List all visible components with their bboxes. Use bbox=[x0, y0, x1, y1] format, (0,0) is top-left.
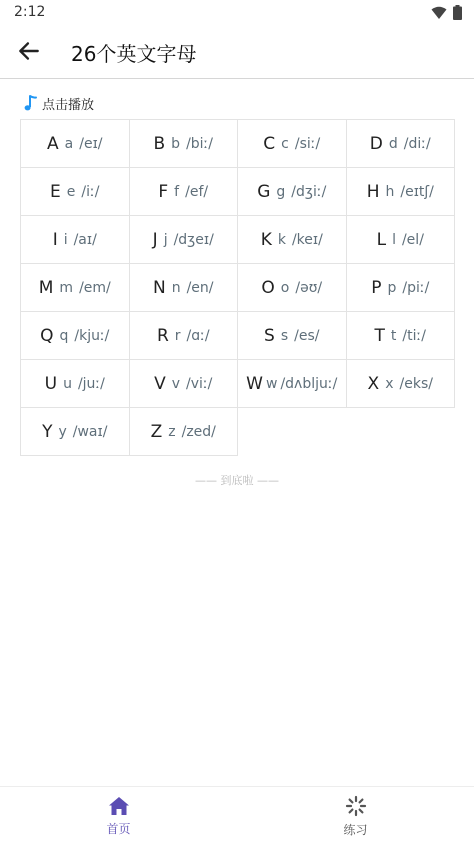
letter-cell-l[interactable] bbox=[346, 215, 456, 264]
letter-lower: p bbox=[387, 279, 397, 296]
play-all-label: 点击播放 bbox=[42, 97, 95, 113]
letter-phonetic: /ɑː/ bbox=[186, 327, 210, 344]
letter-phonetic: /zed/ bbox=[181, 423, 216, 440]
letter-upper: S bbox=[264, 325, 275, 346]
letter-cell-m[interactable] bbox=[20, 263, 130, 312]
letter-lower: q bbox=[59, 327, 69, 344]
letter-cell-v[interactable] bbox=[129, 359, 239, 408]
letter-lower: m bbox=[59, 279, 74, 296]
letter-upper: C bbox=[263, 133, 276, 154]
letter-lower: h bbox=[385, 183, 395, 200]
letter-phonetic: /dʒeɪ/ bbox=[173, 231, 214, 248]
letter-phonetic: /keɪ/ bbox=[291, 231, 323, 248]
letter-phonetic: /en/ bbox=[186, 279, 214, 296]
letter-upper: B bbox=[153, 133, 166, 154]
letter-upper: I bbox=[52, 229, 58, 250]
letter-lower: i bbox=[63, 231, 68, 248]
letter-cell-t[interactable] bbox=[346, 311, 456, 360]
letter-cell-k[interactable] bbox=[237, 215, 347, 264]
letter-cell-x[interactable] bbox=[346, 359, 456, 408]
letter-upper: N bbox=[152, 277, 166, 298]
letter-phonetic: /siː/ bbox=[294, 135, 321, 152]
app-bar bbox=[0, 26, 474, 79]
letter-grid bbox=[20, 119, 454, 455]
letter-lower: z bbox=[168, 423, 176, 440]
letter-cell-b[interactable] bbox=[129, 119, 239, 168]
letter-upper: L bbox=[376, 229, 387, 250]
letter-phonetic: /eɪtʃ/ bbox=[400, 183, 434, 200]
letter-lower: j bbox=[163, 231, 168, 248]
letter-lower: u bbox=[63, 375, 72, 392]
letter-upper: R bbox=[156, 325, 169, 346]
letter-phonetic: /dʒiː/ bbox=[291, 183, 327, 200]
letter-phonetic: /tiː/ bbox=[402, 327, 426, 344]
letter-upper: X bbox=[367, 373, 380, 394]
letter-phonetic: /eks/ bbox=[399, 375, 433, 392]
letter-phonetic: /ef/ bbox=[185, 183, 209, 200]
letter-cell-h[interactable] bbox=[346, 167, 456, 216]
play-all-button[interactable] bbox=[24, 92, 94, 114]
letter-cell-w[interactable] bbox=[237, 359, 347, 408]
letter-lower: x bbox=[385, 375, 394, 392]
back-arrow-icon[interactable] bbox=[16, 38, 42, 64]
letter-lower: c bbox=[281, 135, 289, 152]
letter-upper: O bbox=[261, 277, 275, 298]
letter-phonetic: /diː/ bbox=[403, 135, 431, 152]
letter-cell-z[interactable] bbox=[129, 407, 239, 456]
letter-upper: Q bbox=[40, 325, 54, 346]
letter-cell-j[interactable] bbox=[129, 215, 239, 264]
nav-label-home: 首页 bbox=[106, 821, 131, 836]
letter-upper: U bbox=[44, 373, 58, 394]
letter-lower: g bbox=[276, 183, 286, 200]
letter-upper: T bbox=[374, 325, 385, 346]
nav-item-practice[interactable] bbox=[237, 787, 474, 845]
letter-upper: J bbox=[152, 229, 158, 250]
letter-upper: K bbox=[260, 229, 272, 250]
letter-upper: P bbox=[371, 277, 382, 298]
letter-cell-p[interactable] bbox=[346, 263, 456, 312]
letter-lower: t bbox=[390, 327, 397, 344]
letter-cell-f[interactable] bbox=[129, 167, 239, 216]
letter-phonetic: /əʊ/ bbox=[295, 279, 323, 296]
letter-cell-a[interactable] bbox=[20, 119, 130, 168]
letter-cell-g[interactable] bbox=[237, 167, 347, 216]
letter-cell-d[interactable] bbox=[346, 119, 456, 168]
letter-lower: a bbox=[64, 135, 74, 152]
letter-phonetic: /el/ bbox=[401, 231, 424, 248]
letter-upper: W bbox=[246, 373, 263, 394]
letter-lower: n bbox=[171, 279, 181, 296]
status-icons bbox=[431, 5, 462, 20]
letter-cell-i[interactable] bbox=[20, 215, 130, 264]
bottom-nav bbox=[0, 786, 474, 845]
letter-cell-c[interactable] bbox=[237, 119, 347, 168]
letter-cell-r[interactable] bbox=[129, 311, 239, 360]
letter-lower: v bbox=[171, 375, 181, 392]
nav-item-home[interactable] bbox=[0, 787, 237, 845]
letter-lower: k bbox=[277, 231, 286, 248]
letter-phonetic: /kjuː/ bbox=[74, 327, 110, 344]
letter-cell-s[interactable] bbox=[237, 311, 347, 360]
letter-phonetic: /waɪ/ bbox=[72, 423, 108, 440]
nav-label-practice: 练习 bbox=[343, 822, 368, 837]
letter-cell-e[interactable] bbox=[20, 167, 130, 216]
letter-upper: D bbox=[369, 133, 383, 154]
letter-cell-u[interactable] bbox=[20, 359, 130, 408]
letter-upper: G bbox=[257, 181, 271, 202]
letter-lower: r bbox=[174, 327, 181, 344]
letter-lower: y bbox=[58, 423, 67, 440]
music-note-icon bbox=[24, 94, 38, 112]
letter-upper: Y bbox=[42, 421, 53, 442]
letter-phonetic: /piː/ bbox=[402, 279, 430, 296]
letter-lower: b bbox=[171, 135, 181, 152]
letter-phonetic: /viː/ bbox=[186, 375, 213, 392]
home-icon bbox=[108, 796, 130, 816]
letter-cell-o[interactable] bbox=[237, 263, 347, 312]
letter-lower: w bbox=[265, 375, 278, 392]
letter-upper: A bbox=[47, 133, 59, 154]
battery-icon bbox=[453, 5, 462, 20]
letter-phonetic: /em/ bbox=[79, 279, 111, 296]
end-of-list-note: —— 到底啦 —— bbox=[195, 474, 279, 487]
letter-phonetic: /dʌbljuː/ bbox=[280, 375, 338, 392]
letter-lower: e bbox=[66, 183, 76, 200]
letter-upper: M bbox=[38, 277, 54, 298]
wifi-icon bbox=[431, 6, 447, 20]
letter-lower: l bbox=[392, 231, 396, 248]
letter-phonetic: /es/ bbox=[294, 327, 320, 344]
letter-cell-y[interactable] bbox=[20, 407, 130, 456]
letter-lower: d bbox=[388, 135, 398, 152]
letter-upper: Z bbox=[150, 421, 163, 442]
letter-lower: o bbox=[280, 279, 290, 296]
letter-cell-q[interactable] bbox=[20, 311, 130, 360]
letter-phonetic: /iː/ bbox=[81, 183, 100, 200]
letter-lower: f bbox=[174, 183, 180, 200]
letter-phonetic: /aɪ/ bbox=[73, 231, 97, 248]
loading-spinner-icon bbox=[345, 795, 367, 817]
letter-cell-n[interactable] bbox=[129, 263, 239, 312]
letter-upper: H bbox=[366, 181, 380, 202]
letter-upper: E bbox=[50, 181, 61, 202]
letter-phonetic: /eɪ/ bbox=[79, 135, 103, 152]
letter-phonetic: /biː/ bbox=[186, 135, 213, 152]
letter-phonetic: /juː/ bbox=[77, 375, 105, 392]
letter-upper: F bbox=[158, 181, 169, 202]
page-title: 26个英文字母 bbox=[71, 42, 197, 66]
letter-upper: V bbox=[154, 373, 166, 394]
letter-lower: s bbox=[280, 327, 289, 344]
status-time: 2:12 bbox=[14, 4, 46, 20]
status-bar bbox=[0, 0, 474, 26]
